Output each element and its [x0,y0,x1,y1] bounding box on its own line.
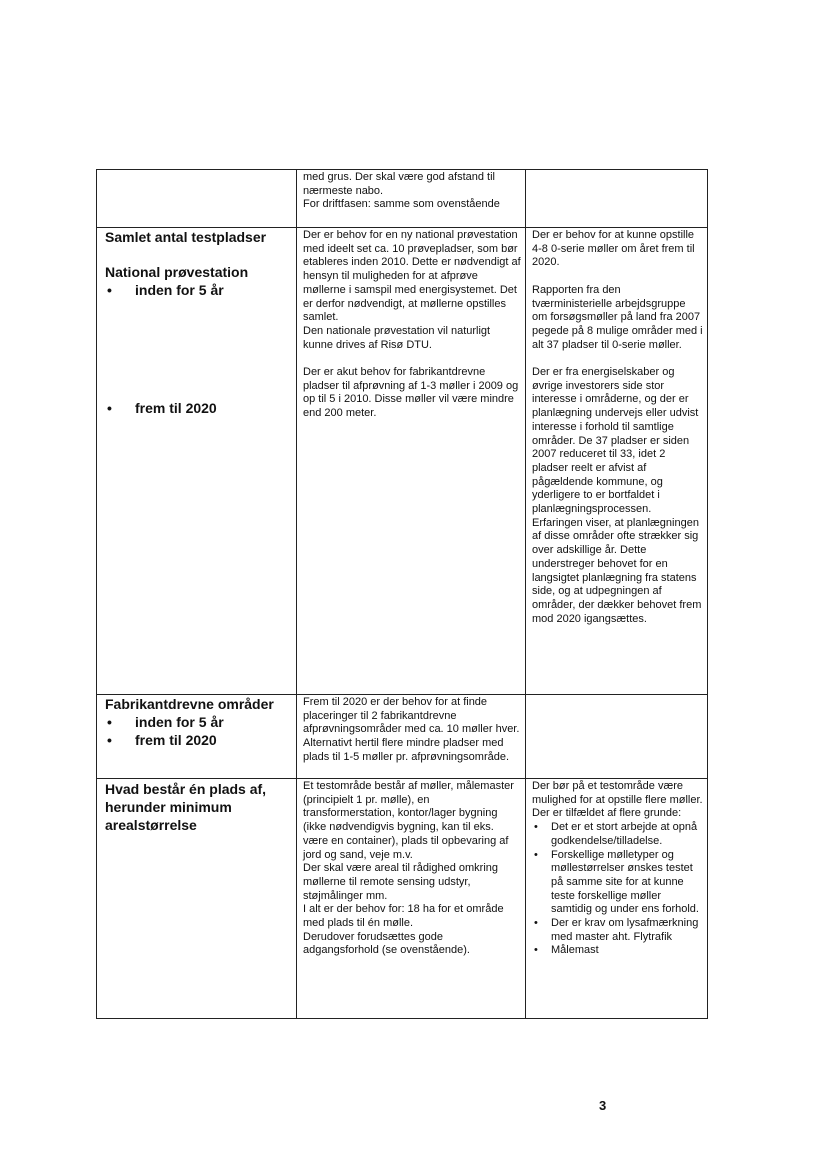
row3-col2 [297,779,526,1019]
bullet-label: frem til 2020 [135,732,217,748]
requirements-table [96,169,708,1019]
bullet-label: frem til 2020 [135,400,217,416]
row1-col2 [297,228,526,695]
row1-col2-text: Der er behov for en ny national prøvestation med ideelt set ca. 10 prøvepladser, som bør etableres inden 2010. Dette er nødvendigt af hensyn til muligheden for at afprøve møllerne i samspil med energisystemet. Det er derfor nødvendigt, at møllerne opstilles samlet. Den nationale prøvestation vil naturligt kunne drives af Risø DTU. Der er akut behov for fabrikantdrevne pladser til afprøvning af 1-3 møller i 2009 og op til 5 i 2010. Disse møller vil være mindre end 200 meter. [303,229,521,420]
list-item-text: Der er krav om lysafmærkning med master aht. Flytrafik [551,917,699,943]
bullet-icon: • [107,714,112,730]
row0-col3 [526,170,708,228]
row1-col3-text: Der er behov for at kunne opstille 4-8 0-serie møller om året frem til 2020. Rapporten fra den tværministerielle arbejdsgruppe om forsøgsmøller på land fra 2007 pegede på 8 mulige områder med i alt 37 pladser til 0-serie møller. Der er fra energiselskaber og øvrige investorers side stor interesse i områderne, og der er planlægning undervejs eller udvist interesse i forhold til samtlige områder. De 37 pladser er siden 2007 reduceret til 33, idet 2 pladser reelt er afvist af pågældende kommune, og yderligere to er bortfaldet i planlægningsprocessen. Erfaringen viser, at planlægningen af disse områder ofte strækker sig over adskillige år. Dette understreger behovet for en langsigtet planlægning fra statens side, og at udpegningen af områder, der dækker behovet frem mod 2020 igangsættes. [532,229,703,625]
row0-col1 [97,170,297,228]
bullet-icon: • [534,821,538,834]
list-item [532,849,703,918]
bullet-icon: • [534,917,538,930]
row0-col2 [297,170,526,228]
bullet-item [105,731,292,749]
table-row [97,695,708,779]
table-row [97,228,708,695]
row3-col1 [97,779,297,1019]
bullet-label: inden for 5 år [135,282,224,298]
bullet-item [105,281,292,299]
list-item-text: Det er et stort arbejde at opnå godkendelse/tilladelse. [551,821,698,847]
section-subtitle-national: National prøvestation [105,264,249,280]
row3-col2-text: Et testområde består af møller, målemaster (principielt 1 pr. mølle), en transformerstation, kontor/lager bygning (ikke nødvendigvis bygning, kan til eks. være en container), plads til opbevaring af jord og sand, veje m.v. Der skal være areal til rådighed omkring møllerne til remote sensing udstyr, støjmålinger mm. I alt er der behov for: 18 ha for et område med plads til én mølle. Derudover forudsættes gode adgangsforhold (se ovenstående). [303,780,514,957]
page-number: 3 [599,1098,607,1113]
list-item-text: Målemast [551,944,599,957]
section-title-plads: Hvad består én plads af, herunder minimum arealstørrelse [105,781,267,833]
row3-col3 [526,779,708,1019]
row0-col2-text: med grus. Der skal være god afstand til nærmeste nabo. For driftfasen: samme som ovenstående [303,171,500,211]
table-row [97,779,708,1019]
list-item-text: Forskellige mølletyper og møllestørrelser ønskes testet på samme site for at kunne teste forskellige møller samtidig og under ens forhold. [551,848,699,916]
bullet-icon: • [534,944,538,957]
bullet-icon: • [107,732,112,748]
section-title-samlet: Samlet antal testpladser [105,229,267,245]
row2-col3 [526,695,708,779]
table-row [97,170,708,228]
list-item [532,917,703,944]
list-item [532,821,703,848]
row3-col3-intro: Der bør på et testområde være mulighed for at opstille flere møller. Der er tilfældet af flere grunde: [532,780,703,820]
bullet-icon: • [107,400,112,416]
bullet-label: inden for 5 år [135,714,224,730]
bullet-item [105,713,292,731]
row1-col3 [526,228,708,695]
list-item [532,944,703,958]
row2-col1 [97,695,297,779]
bullet-item [105,399,292,417]
row1-col1 [97,228,297,695]
reasons-list [532,821,703,958]
section-title-fabrikant: Fabrikantdrevne områder [105,696,274,712]
bullet-icon: • [107,282,112,298]
row2-col2 [297,695,526,779]
bullet-icon: • [534,848,538,861]
row2-col2-text: Frem til 2020 er der behov for at finde placeringer til 2 fabrikantdrevne afprøvningsområder med ca. 10 møller hver. Alternativt hertil flere mindre pladser med plads til 1-5 møller pr. afprøvningsområde. [303,696,520,763]
